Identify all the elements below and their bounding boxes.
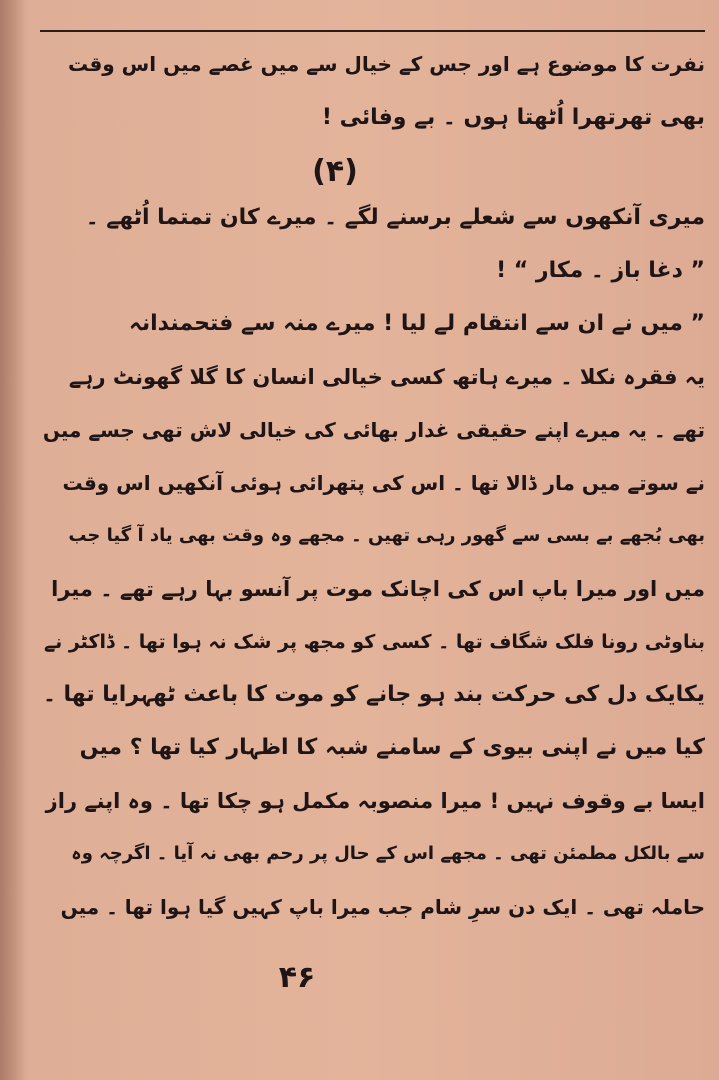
text-line: میں اور میرا باپ اس کی اچانک موت پر آنسو بہا رہے تھے ۔ میرا: [51, 577, 705, 601]
text-line: سے بالکل مطمئن تھی ۔ مجھے اس کے حال پر رحم بھی نہ آیا ۔ اگرچہ وہ: [71, 843, 705, 864]
header-rule: [40, 30, 705, 32]
text-line: یکایک دل کی حرکت بند ہو جانے کو موت کا باعث ٹھہرایا تھا ۔: [43, 682, 705, 707]
page-number: ۴۶: [278, 960, 316, 995]
text-block-top: [40, 38, 705, 148]
text-line: بھی تھرتھرا اُٹھتا ہوں ۔ بے وفائی !: [321, 105, 705, 130]
text-block-body: [40, 192, 705, 934]
text-line: نے سوتے میں مار ڈالا تھا ۔ اس کی پتھرائی ہوئی آنکھیں اس وقت: [62, 471, 705, 495]
text-line: تھے ۔ یہ میرے اپنے حقیقی غدار بھائی کی خیالی لاش تھی جسے میں: [42, 418, 705, 442]
page-gutter-shadow: [0, 0, 26, 1080]
text-line: یہ فقرہ نکلا ۔ میرے ہاتھ کسی خیالی انسان کا گلا گھونٹ رہے: [68, 365, 705, 389]
chapter-marker: (۴): [312, 154, 358, 189]
text-line: ” دغا باز ۔ مکار “ !: [496, 258, 705, 283]
text-line: میری آنکھوں سے شعلے برسنے لگے ۔ میرے کان تمتما اُٹھے ۔: [85, 205, 705, 230]
text-line: نفرت کا موضوع ہے اور جس کے خیال سے میں غصے میں اس وقت: [68, 52, 705, 76]
text-line: حاملہ تھی ۔ ایک دن سرِ شام جب میرا باپ کہیں گیا ہوا تھا ۔ میں: [60, 895, 705, 919]
text-line: بھی بُجھے بے بسی سے گھور رہی تھیں ۔ مجھے وہ وقت بھی یاد آ گیا جب: [68, 525, 705, 546]
text-line: ایسا بے وقوف نہیں ! میرا منصوبہ مکمل ہو چکا تھا ۔ وہ اپنے راز: [45, 789, 705, 813]
text-line: ” میں نے ان سے انتقام لے لیا ! میرے منہ سے فتحمندانہ: [128, 311, 705, 336]
text-line: بناوٹی رونا فلک شگاف تھا ۔ کسی کو مجھ پر شک نہ ہوا تھا ۔ ڈاکٹر نے: [43, 631, 705, 653]
text-line: کیا میں نے اپنی بیوی کے سامنے شبہ کا اظہار کیا تھا ؟ میں: [79, 735, 705, 760]
